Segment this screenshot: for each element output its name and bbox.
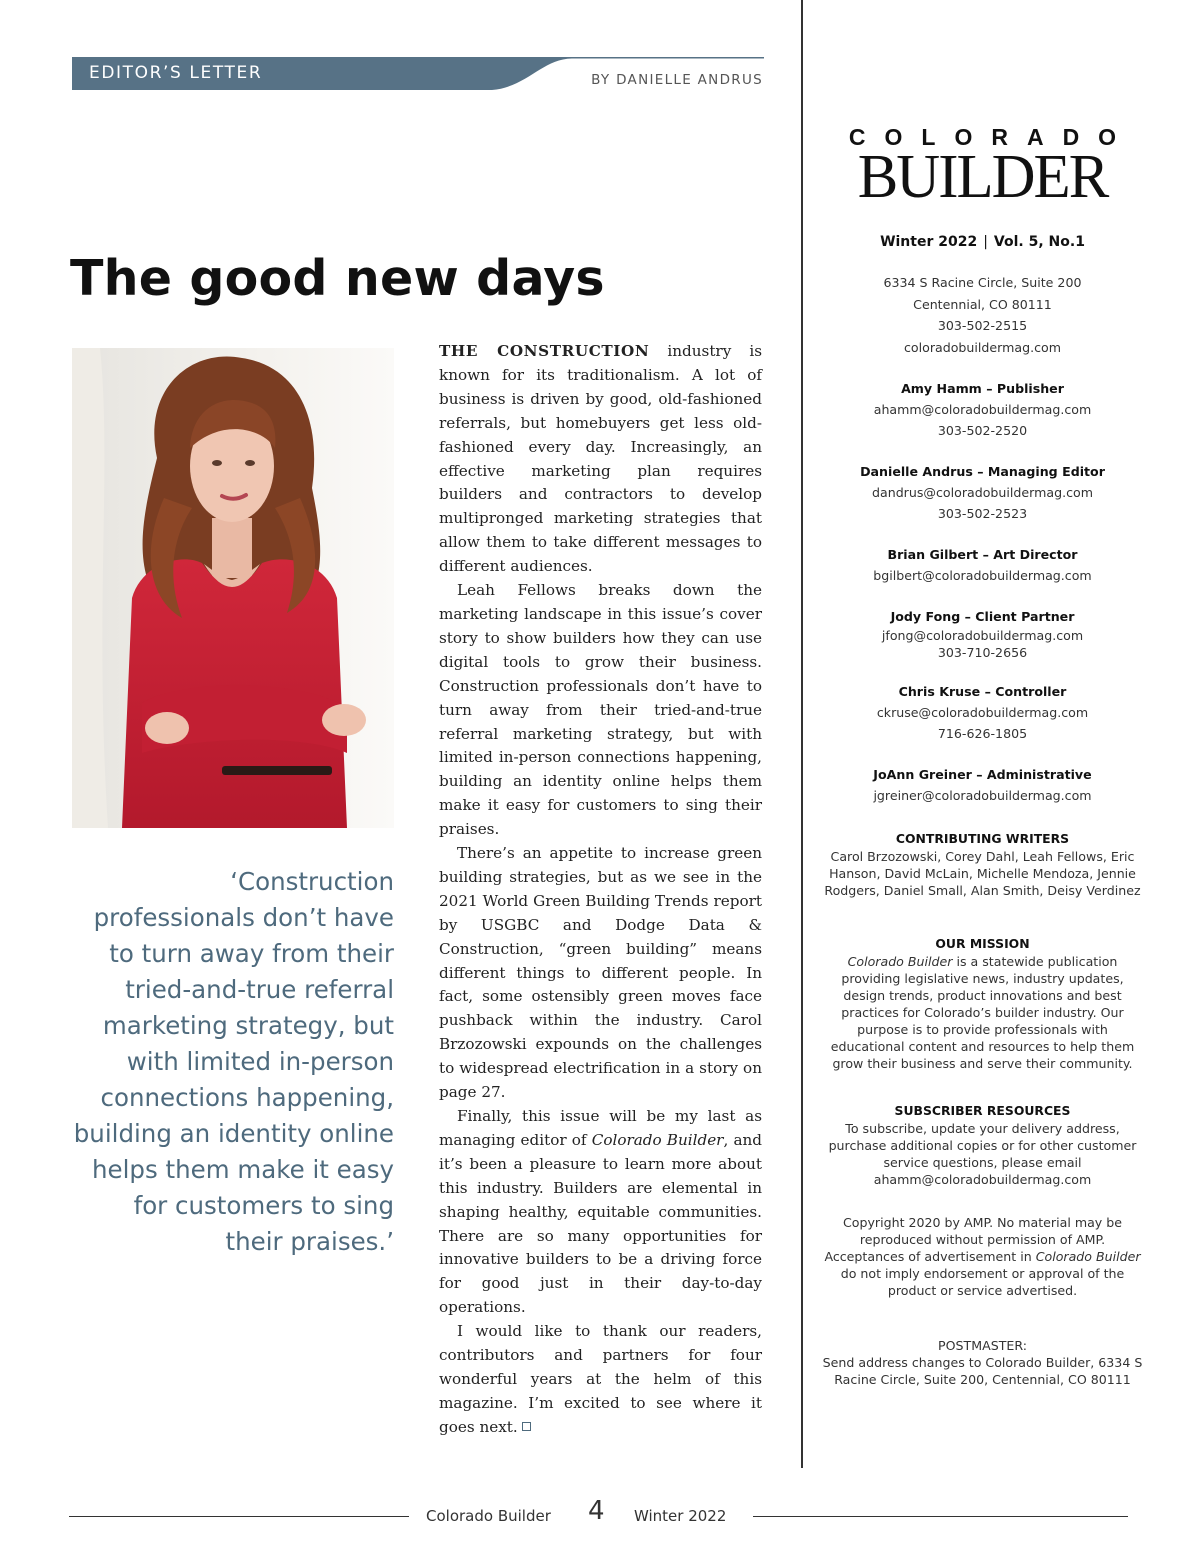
copyright-body: do not imply endorsement or approval of the product or service advertised. <box>840 1266 1125 1298</box>
staff-entry <box>820 461 1145 524</box>
staff-email: ckruse@coloradobuildermag.com <box>876 705 1089 720</box>
masthead-column <box>820 234 1145 1388</box>
paragraph-text: I would like to thank our readers, contributors and partners for four wonderful years at the helm of this magazine. I’m excited to see where it goes next. <box>439 1322 762 1436</box>
staff-email: ahamm@coloradobuildermag.com <box>873 402 1092 417</box>
byline: BY DANIELLE ANDRUS <box>591 72 763 88</box>
issue-date: Winter 2022 <box>880 234 978 250</box>
body-paragraph <box>439 1105 762 1320</box>
column-divider <box>801 0 803 1468</box>
body-paragraph: There’s an appetite to increase green building strategies, but as we see in the 2021 World Green Building Trends report by USGBC and Dodge Data & Construction, “green building” means different things to different people. In fact, some ostensibly green moves face pushback within the industry. Carol Brzozowski expounds on the challenges to widespread electrification in a story on page 27. <box>439 844 762 1102</box>
postmaster-heading: POSTMASTER: <box>938 1338 1027 1353</box>
mission-text <box>820 953 1145 1072</box>
portrait-illustration <box>72 348 394 828</box>
staff-entry <box>820 378 1145 441</box>
postmaster-text: Send address changes to Colorado Builder, 6334 S Racine Circle, Suite 200, Centennial, CO 80111 <box>822 1355 1143 1387</box>
staff-email: jgreiner@coloradobuildermag.com <box>873 788 1092 803</box>
logo-bottom-text: BUILDER <box>857 143 1108 211</box>
address-website: coloradobuildermag.com <box>904 339 1061 355</box>
publication-name: Colorado Builder <box>591 1130 724 1149</box>
body-paragraph <box>439 340 762 579</box>
staff-name: Amy Hamm – Publisher <box>901 381 1064 396</box>
subscriber-heading: SUBSCRIBER RESOURCES <box>894 1103 1071 1118</box>
subscriber-text: To subscribe, update your delivery address, purchase additional copies or for other customer service questions, please email ahamm@coloradobuildermag.com <box>828 1121 1137 1187</box>
lead-in: THE CONSTRUCTION <box>439 342 650 360</box>
copyright-text <box>820 1214 1145 1299</box>
article-headline: The good new days <box>70 250 605 307</box>
address-line: 6334 S Racine Circle, Suite 200 <box>883 275 1082 290</box>
staff-entry <box>820 606 1145 661</box>
paragraph-text: industry is known for its traditionalism. A lot of business is driven by good, old-fashioned referrals, but homebuyers get less old-fashioned every day. Increasingly, an effective marketing plan requires builders and contractors to develop multipronged marketing strategies that allow them to take different messages to different audiences. <box>439 342 762 576</box>
mission-heading: OUR MISSION <box>935 936 1030 951</box>
contributing-heading: CONTRIBUTING WRITERS <box>895 831 1070 846</box>
paragraph-text: , and it’s been a pleasure to learn more about this industry. Builders are elemental in shaping healthy, equitable communities. There are so many opportunities for innovative builders to be a driving force for good just in their day-to-day operations. <box>439 1130 763 1317</box>
issue-info <box>820 234 1145 250</box>
body-paragraph: Leah Fellows breaks down the marketing landscape in this issue’s cover story to show builders how they can use digital tools to grow their business. Construction professionals don’t have to turn away from their tried-and-true referral marketing strategy, but with limited in-person connections happening, building an identity online helps them make it easy for customers to sing their praises. <box>439 581 762 839</box>
footer-issue: Winter 2022 <box>634 1507 727 1525</box>
section-label: EDITOR’S LETTER <box>89 63 263 83</box>
staff-entry <box>820 681 1145 744</box>
staff-email: dandrus@coloradobuildermag.com <box>872 485 1093 500</box>
staff-name: Jody Fong – Client Partner <box>890 609 1075 624</box>
page-number: 4 <box>588 1496 605 1526</box>
body-paragraph <box>439 1320 762 1440</box>
paragraph-text: Finally, this issue will be my last as managing editor of <box>439 1107 762 1149</box>
page-footer <box>69 1496 1128 1536</box>
staff-phone: 303-502-2523 <box>937 506 1028 521</box>
pull-quote: ‘Construction professionals don’t have to turn away from their tried-and-true referral marketing strategy, but with limited in-person connections happening, building an identity online helps them make it easy for customers to sing their praises.’ <box>73 867 394 1256</box>
issue-volume: Vol. 5, No.1 <box>993 234 1085 250</box>
copyright-body: Copyright 2020 by AMP. No material may be reproduced without permission of AMP. Acceptances of advertisement in <box>824 1215 1123 1264</box>
staff-email: jfong@coloradobuildermag.com <box>881 628 1084 643</box>
staff-phone: 303-710-2656 <box>937 645 1028 660</box>
staff-entry <box>820 544 1145 586</box>
article-body <box>439 340 762 1440</box>
publication-name: Colorado Builder <box>847 954 953 969</box>
contributing-writers: Carol Brzozowski, Corey Dahl, Leah Fellows, Eric Hanson, David McLain, Michelle Mendoza, Jennie Rodgers, Daniel Small, Alan Smith, Deisy Verdinez <box>824 849 1141 898</box>
masthead-logo <box>820 124 1145 211</box>
staff-email: bgilbert@coloradobuildermag.com <box>873 568 1092 583</box>
address-phone: 303-502-2515 <box>937 318 1028 333</box>
staff-name: Chris Kruse – Controller <box>898 684 1067 699</box>
office-address <box>820 272 1145 358</box>
footer-publication: Colorado Builder <box>426 1507 551 1525</box>
mission-body: is a statewide publication providing legislative news, industry updates, design trends, product innovations and best practices for Colorado’s builder industry. Our purpose is to provide professionals with educational content and resources to help them grow their business and serve their community. <box>830 954 1135 1071</box>
footer-rule <box>753 1516 1128 1517</box>
issue-separator: | <box>983 234 988 250</box>
author-photo <box>72 348 394 828</box>
staff-name: Danielle Andrus – Managing Editor <box>860 464 1105 479</box>
end-mark-icon <box>522 1422 531 1431</box>
publication-name: Colorado Builder <box>1035 1249 1141 1264</box>
staff-name: Brian Gilbert – Art Director <box>887 547 1078 562</box>
staff-name: JoAnn Greiner – Administrative <box>873 767 1092 782</box>
staff-entry <box>820 764 1145 806</box>
logo-top-text: COLORADO <box>848 124 1136 150</box>
staff-phone: 303-502-2520 <box>937 423 1028 438</box>
address-line: Centennial, CO 80111 <box>913 296 1052 312</box>
staff-phone: 716-626-1805 <box>937 726 1028 741</box>
footer-rule <box>69 1516 409 1517</box>
